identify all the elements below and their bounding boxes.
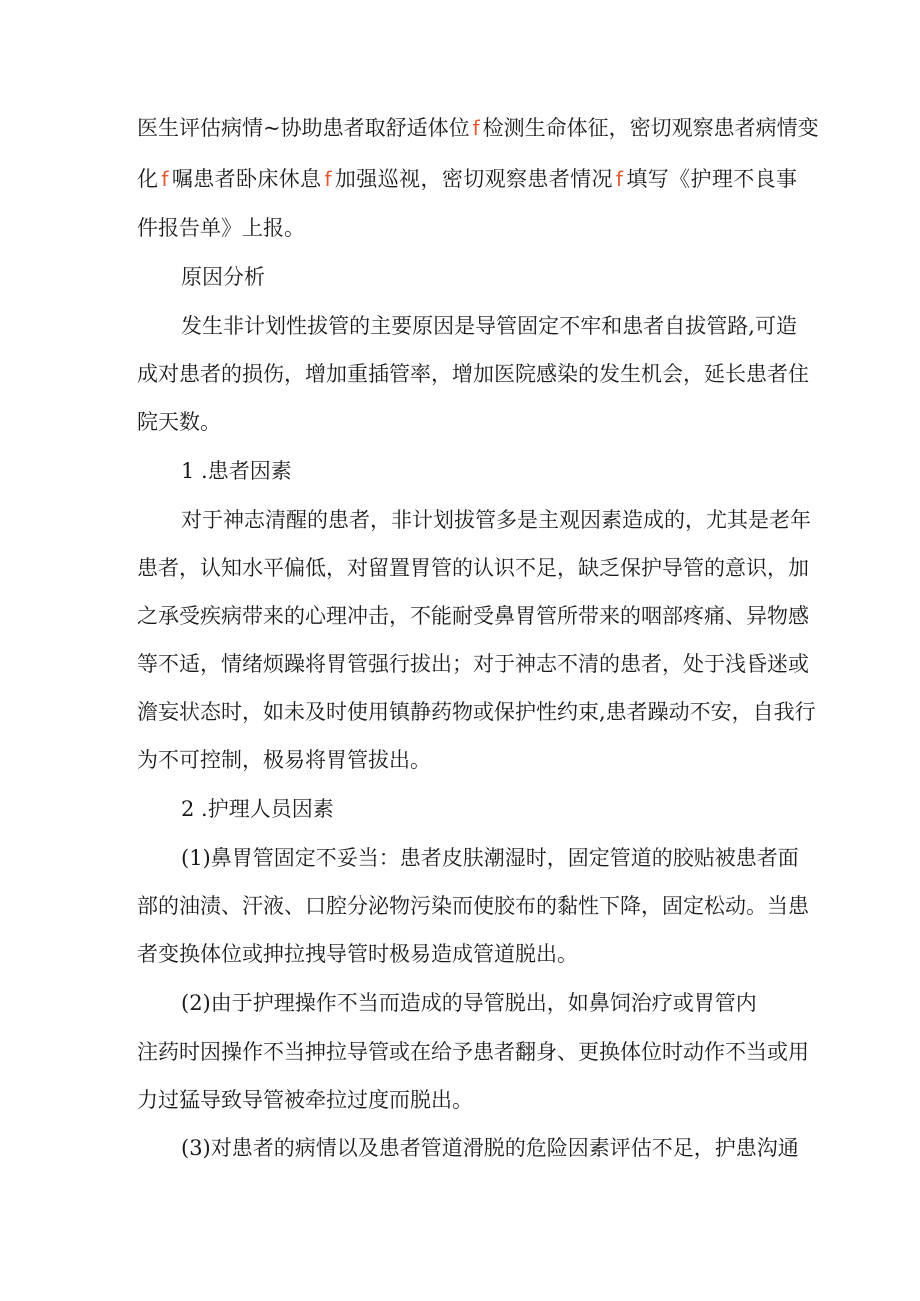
p4-line-3: 者变换体位或抻拉拽导管时极易造成管道脱出。 — [137, 942, 578, 966]
arrow-icon: f — [472, 116, 480, 140]
p1-l2-a: 化 — [137, 167, 159, 191]
subheading-patient-factors: 1 .患者因素 — [181, 459, 292, 483]
p1-l2-c: 加强巡视，密切观察患者情况 — [334, 167, 613, 191]
p5-line-1: (2)由于护理操作不当而造成的导管脱出，如鼻饲治疗或胃管内 — [181, 991, 757, 1015]
p1-l1-c: 检测生命体征，密切观察患者病情变 — [482, 116, 819, 140]
arrow-icon: f — [161, 167, 169, 191]
p4-line-1: (1)鼻胃管固定不妥当：患者皮肤潮湿时，固定管道的胶贴被患者面 — [181, 846, 799, 870]
p1-line-1 — [137, 113, 819, 143]
p3-line-2: 患者，认知水平偏低，对留置胃管的认识不足，缺乏保护导管的意识，加 — [137, 556, 809, 580]
section-heading-cause: 原因分析 — [181, 265, 265, 289]
p1-line-2 — [137, 164, 797, 194]
p5-line-2: 注药时因操作不当抻拉导管或在给予患者翻身、更换体位时动作不当或用 — [137, 1040, 809, 1064]
p2-line-1: 发生非计划性拔管的主要原因是导管固定不牢和患者自拔管路,可造 — [181, 314, 797, 338]
p1-line-3: 件报告单》上报。 — [137, 216, 305, 240]
tilde-arrow-icon: ~ — [263, 116, 281, 140]
p3-line-1: 对于神志清醒的患者，非计划拔管多是主观因素造成的，尤其是老年 — [181, 508, 811, 532]
p3-line-5: 澹妄状态时，如未及时使用镇静药物或保护性约束,患者躁动不安，自我行 — [137, 700, 816, 724]
arrow-icon: f — [324, 167, 332, 191]
p4-line-2: 部的油渍、汗液、口腔分泌物污染而使胶布的黏性下降，固定松动。当患 — [137, 894, 809, 918]
p6-line-1: (3)对患者的病情以及患者管道滑脱的危险因素评估不足，护患沟通 — [181, 1136, 799, 1160]
p2-line-3: 院天数。 — [137, 410, 221, 434]
p1-l2-d: 填写《护理不良事 — [625, 167, 798, 191]
arrow-icon: f — [615, 167, 623, 191]
p3-line-6: 为不可控制，极易将胃管拔出。 — [137, 748, 431, 772]
p3-line-3: 之承受疾病带来的心理冲击，不能耐受鼻胃管所带来的咽部疼痛、异物感 — [137, 604, 809, 628]
subheading-nurse-factors: 2 .护理人员因素 — [181, 797, 334, 821]
p5-line-3: 力过猛导致导管被牵拉过度而脱出。 — [137, 1088, 473, 1112]
p3-line-4: 等不适，情绪烦躁将胃管强行拔出；对于神志不清的患者，处于浅昏迷或 — [137, 652, 809, 676]
p1-l1-a: 医生评估病情 — [137, 116, 263, 140]
p2-line-2: 成对患者的损伤，增加重插管率，增加医院感染的发生机会，延长患者住 — [137, 362, 809, 386]
p1-l2-b: 嘱患者卧床休息 — [171, 167, 322, 191]
p1-l1-b: 协助患者取舒适体位 — [280, 116, 470, 140]
